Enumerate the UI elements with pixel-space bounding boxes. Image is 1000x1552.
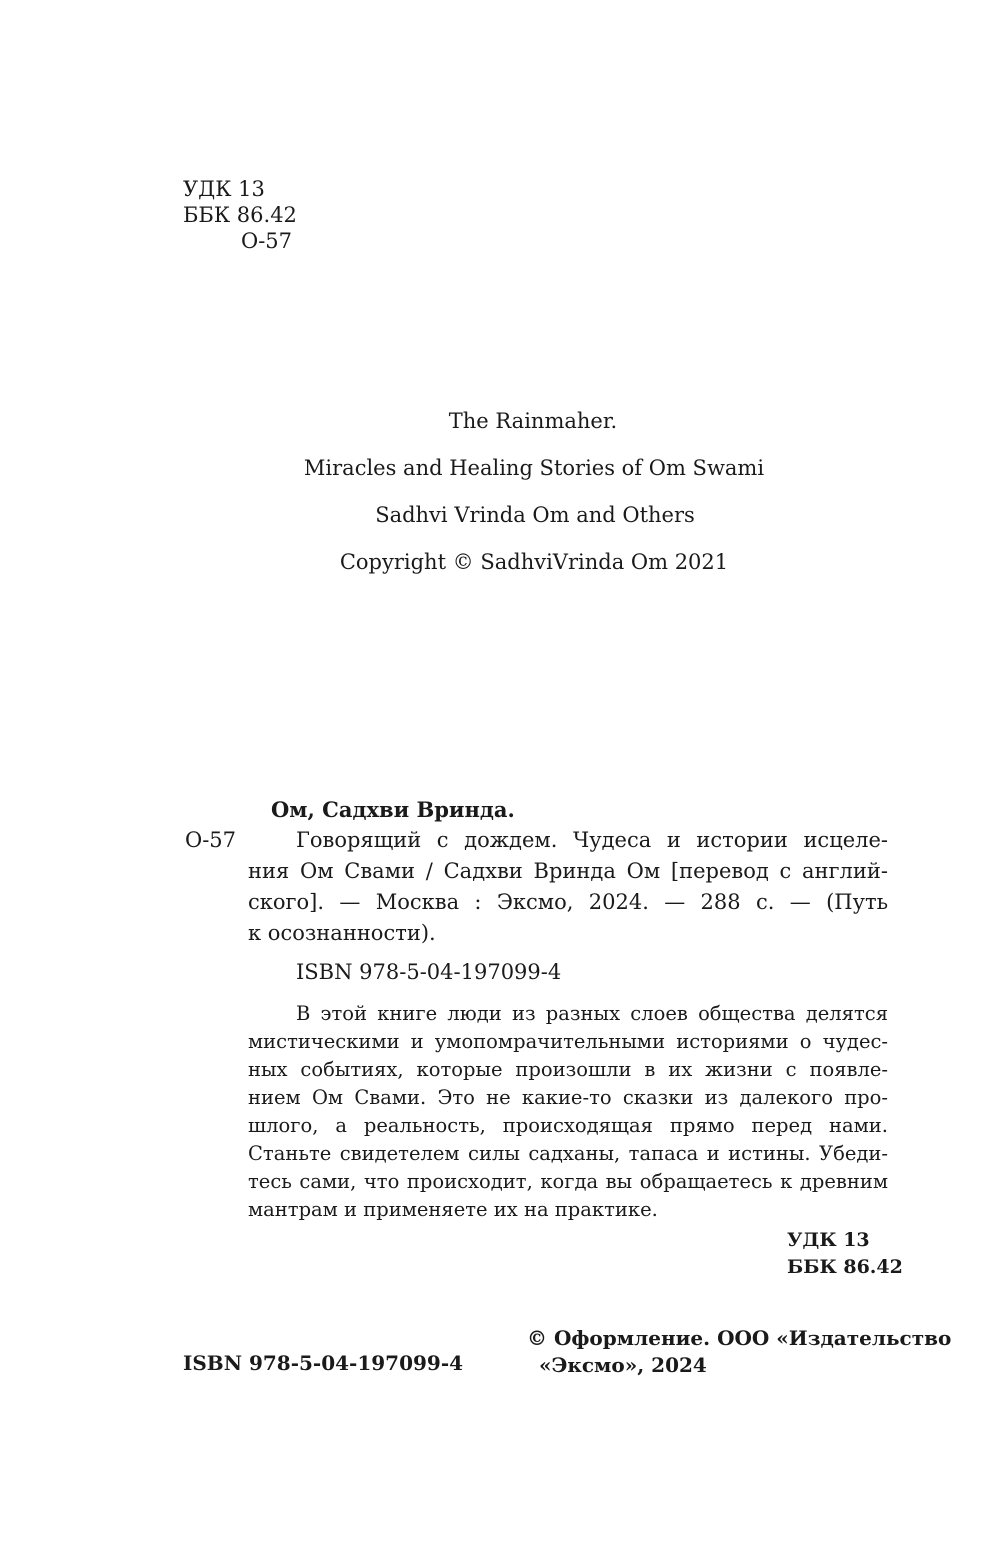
annotation bbox=[248, 1000, 888, 1224]
original-authors: Sadhvi Vrinda Om and Others bbox=[375, 503, 695, 527]
annotation-line: В этой книге люди из разных слоев общества делятся bbox=[296, 1002, 888, 1025]
annotation-line: нием Ом Свами. Это не какие-то сказки из далекого про- bbox=[248, 1086, 888, 1109]
original-edition-block bbox=[0, 398, 1000, 586]
description-line: ского]. — Москва : Эксмо, 2024. — 288 с. — (Путь bbox=[248, 890, 888, 914]
description-line: к осознанности). bbox=[248, 921, 436, 945]
bbk-code: ББК 86.42 bbox=[183, 203, 297, 227]
original-title: The Rainmaher. bbox=[448, 409, 618, 433]
udk-code: УДК 13 bbox=[183, 177, 265, 201]
description-line: Говорящий с дождем. Чудеса и истории исцеле- bbox=[296, 828, 888, 852]
annotation-line: тесь сами, что происходит, когда вы обращаетесь к древним bbox=[248, 1170, 888, 1193]
copyright-line: © Оформление. ООО «Издательство bbox=[527, 1326, 952, 1350]
top-classification-codes bbox=[183, 176, 297, 254]
copyright-line: «Эксмо», 2024 bbox=[539, 1353, 707, 1377]
annotation-line: ных событиях, которые произошли в их жизни с появле- bbox=[248, 1058, 888, 1081]
annotation-line: Станьте свидетелем силы садханы, тапаса и истины. Убеди- bbox=[248, 1142, 888, 1165]
record-author: Ом, Садхви Вринда. bbox=[271, 797, 515, 822]
record-isbn: ISBN 978-5-04-197099-4 bbox=[296, 960, 562, 984]
annotation-line: мантрам и применяете их на практике. bbox=[248, 1198, 658, 1221]
description-line: ния Ом Свами / Садхви Вринда Ом [перевод с англий- bbox=[248, 859, 888, 883]
record-author-sign: О-57 bbox=[185, 828, 237, 852]
footer-copyright bbox=[527, 1325, 951, 1379]
original-subtitle: Miracles and Healing Stories of Om Swami bbox=[303, 456, 765, 480]
author-sign: О-57 bbox=[241, 229, 293, 253]
annotation-line: мистическими и умопомрачительными историями о чудес- bbox=[248, 1030, 888, 1053]
bottom-classification-codes bbox=[787, 1227, 903, 1281]
bottom-udk-code: УДК 13 bbox=[787, 1229, 870, 1251]
bottom-bbk-code: ББК 86.42 bbox=[787, 1256, 903, 1278]
original-copyright: Copyright © SadhviVrinda Om 2021 bbox=[339, 550, 729, 574]
record-description bbox=[248, 825, 888, 949]
annotation-line: шлого, а реальность, происходящая прямо перед нами. bbox=[248, 1114, 888, 1137]
footer-isbn: ISBN 978-5-04-197099-4 bbox=[183, 1351, 464, 1375]
